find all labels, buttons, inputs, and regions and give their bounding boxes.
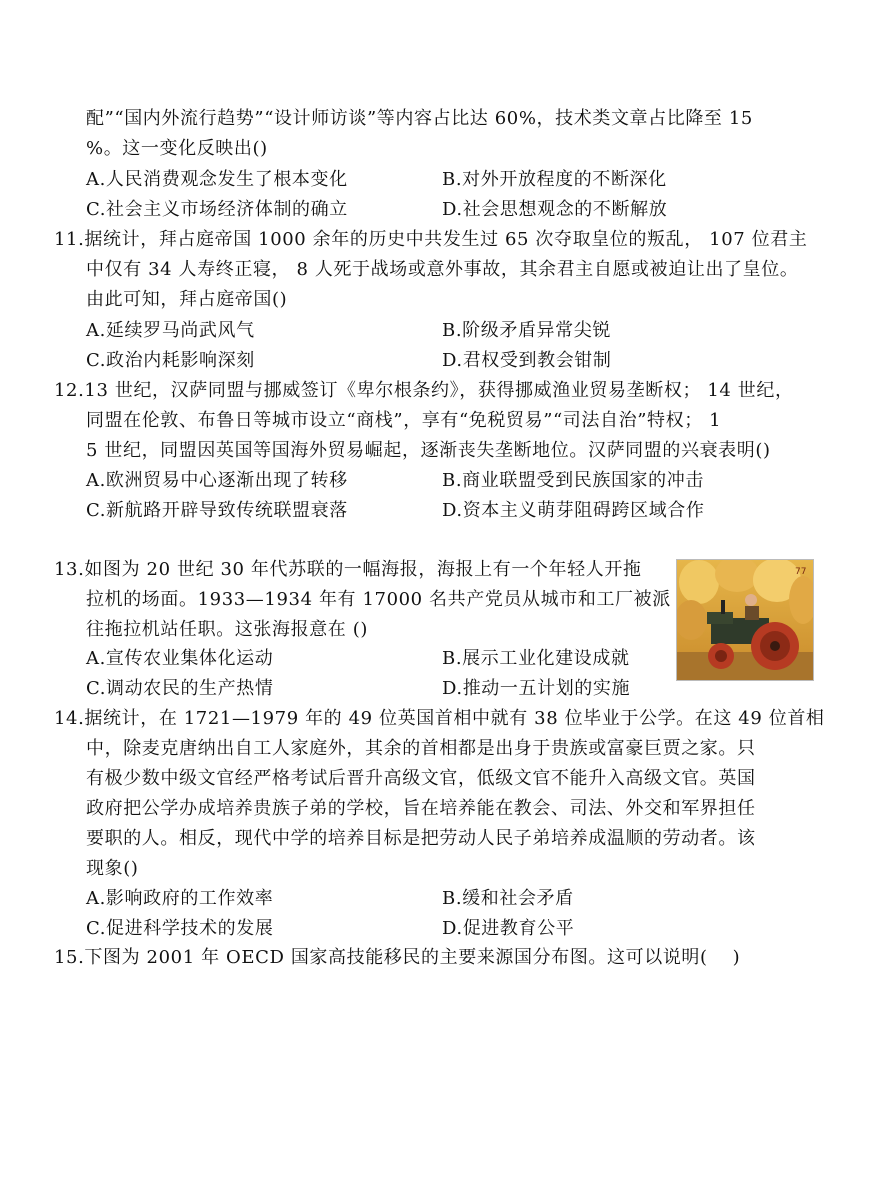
q14-option-c[interactable]: C.促进科学技术的发展: [86, 918, 274, 939]
q10-stem-line-1: 配”“国内外流行趋势”“设计师访谈”等内容占比达 60%，技术类文章占比降至 15: [86, 108, 753, 129]
q14-option-a[interactable]: A.影响政府的工作效率: [86, 888, 274, 909]
soviet-tractor-poster-image: [676, 559, 814, 681]
q11-option-d[interactable]: D.君权受到教会钳制: [442, 350, 612, 371]
q11-stem-line-1: 11.据统计，拜占庭帝国 1000 余年的历史中共发生过 65 次夺取皇位的叛乱， 107 位君主: [54, 229, 808, 250]
q12-stem-line-2: 同盟在伦敦、布鲁日等城市设立“商栈”，享有“免税贸易”“司法自治”特权； 1: [86, 410, 722, 431]
q11-stem-line-3: 由此可知，拜占庭帝国(): [86, 289, 288, 310]
q12-option-d[interactable]: D.资本主义萌芽阻碍跨区域合作: [442, 500, 705, 521]
q13-option-d[interactable]: D.推动一五计划的实施: [442, 678, 631, 699]
q10-option-b[interactable]: B.对外开放程度的不断深化: [442, 169, 667, 190]
q12-option-b[interactable]: B.商业联盟受到民族国家的冲击: [442, 470, 704, 491]
q14-stem-line-6: 现象(): [86, 858, 139, 879]
q12-option-a[interactable]: A.欧洲贸易中心逐渐出现了转移: [86, 470, 348, 491]
q11-option-c[interactable]: C.政治内耗影响深刻: [86, 350, 255, 371]
q11-option-b[interactable]: B.阶级矛盾异常尖锐: [442, 320, 611, 341]
q14-option-d[interactable]: D.促进教育公平: [442, 918, 575, 939]
q11-stem-line-2: 中仅有 34 人寿终正寝， 8 人死于战场或意外事故，其余君主自愿或被迫让出了皇位。: [86, 259, 799, 280]
q13-option-c[interactable]: C.调动农民的生产热情: [86, 678, 274, 699]
q13-option-a[interactable]: A.宣传农业集体化运动: [86, 648, 274, 669]
q10-option-a[interactable]: A.人民消费观念发生了根本变化: [86, 169, 348, 190]
q10-stem-line-2: %。这一变化反映出(): [86, 138, 268, 159]
q10-option-d[interactable]: D.社会思想观念的不断解放: [442, 199, 668, 220]
q13-stem-line-2: 拉机的场面。1933—1934 年有 17000 名共产党员从城市和工厂被派: [86, 589, 671, 610]
q13-stem-line-3: 往拖拉机站任职。这张海报意在 (): [86, 619, 368, 640]
q12-stem-line-3: 5 世纪，同盟因英国等国海外贸易崛起，逐渐丧失垄断地位。汉萨同盟的兴衰表明(): [86, 440, 771, 461]
q14-stem-line-5: 要职的人。相反，现代中学的培养目标是把劳动人民子弟培养成温顺的劳动者。该: [86, 828, 756, 849]
q12-stem-line-1: 12.13 世纪，汉萨同盟与挪威签订《卑尔根条约》，获得挪威渔业贸易垄断权； 14 世纪，: [54, 380, 794, 401]
q10-option-c[interactable]: C.社会主义市场经济体制的确立: [86, 199, 348, 220]
q14-stem-line-3: 有极少数中级文官经严格考试后晋升高级文官，低级文官不能升入高级文官。英国: [86, 768, 756, 789]
q14-option-b[interactable]: B.缓和社会矛盾: [442, 888, 574, 909]
q15-stem-line-1: 15.下图为 2001 年 OECD 国家高技能移民的主要来源国分布图。这可以说明( ): [54, 947, 741, 968]
q13-stem-line-1: 13.如图为 20 世纪 30 年代苏联的一幅海报，海报上有一个年轻人开拖: [54, 559, 642, 580]
q11-option-a[interactable]: A.延续罗马尚武风气: [86, 320, 255, 341]
q12-option-c[interactable]: C.新航路开辟导致传统联盟衰落: [86, 500, 348, 521]
q13-option-b[interactable]: B.展示工业化建设成就: [442, 648, 630, 669]
svg-text:77: 77: [795, 567, 807, 577]
q14-stem-line-1: 14.据统计，在 1721—1979 年的 49 位英国首相中就有 38 位毕业于公学。在这 49 位首相: [54, 708, 825, 729]
q14-stem-line-2: 中，除麦克唐纳出自工人家庭外，其余的首相都是出身于贵族或富豪巨贾之家。只: [86, 738, 756, 759]
q14-stem-line-4: 政府把公学办成培养贵族子弟的学校，旨在培养能在教会、司法、外交和军界担任: [86, 798, 756, 819]
